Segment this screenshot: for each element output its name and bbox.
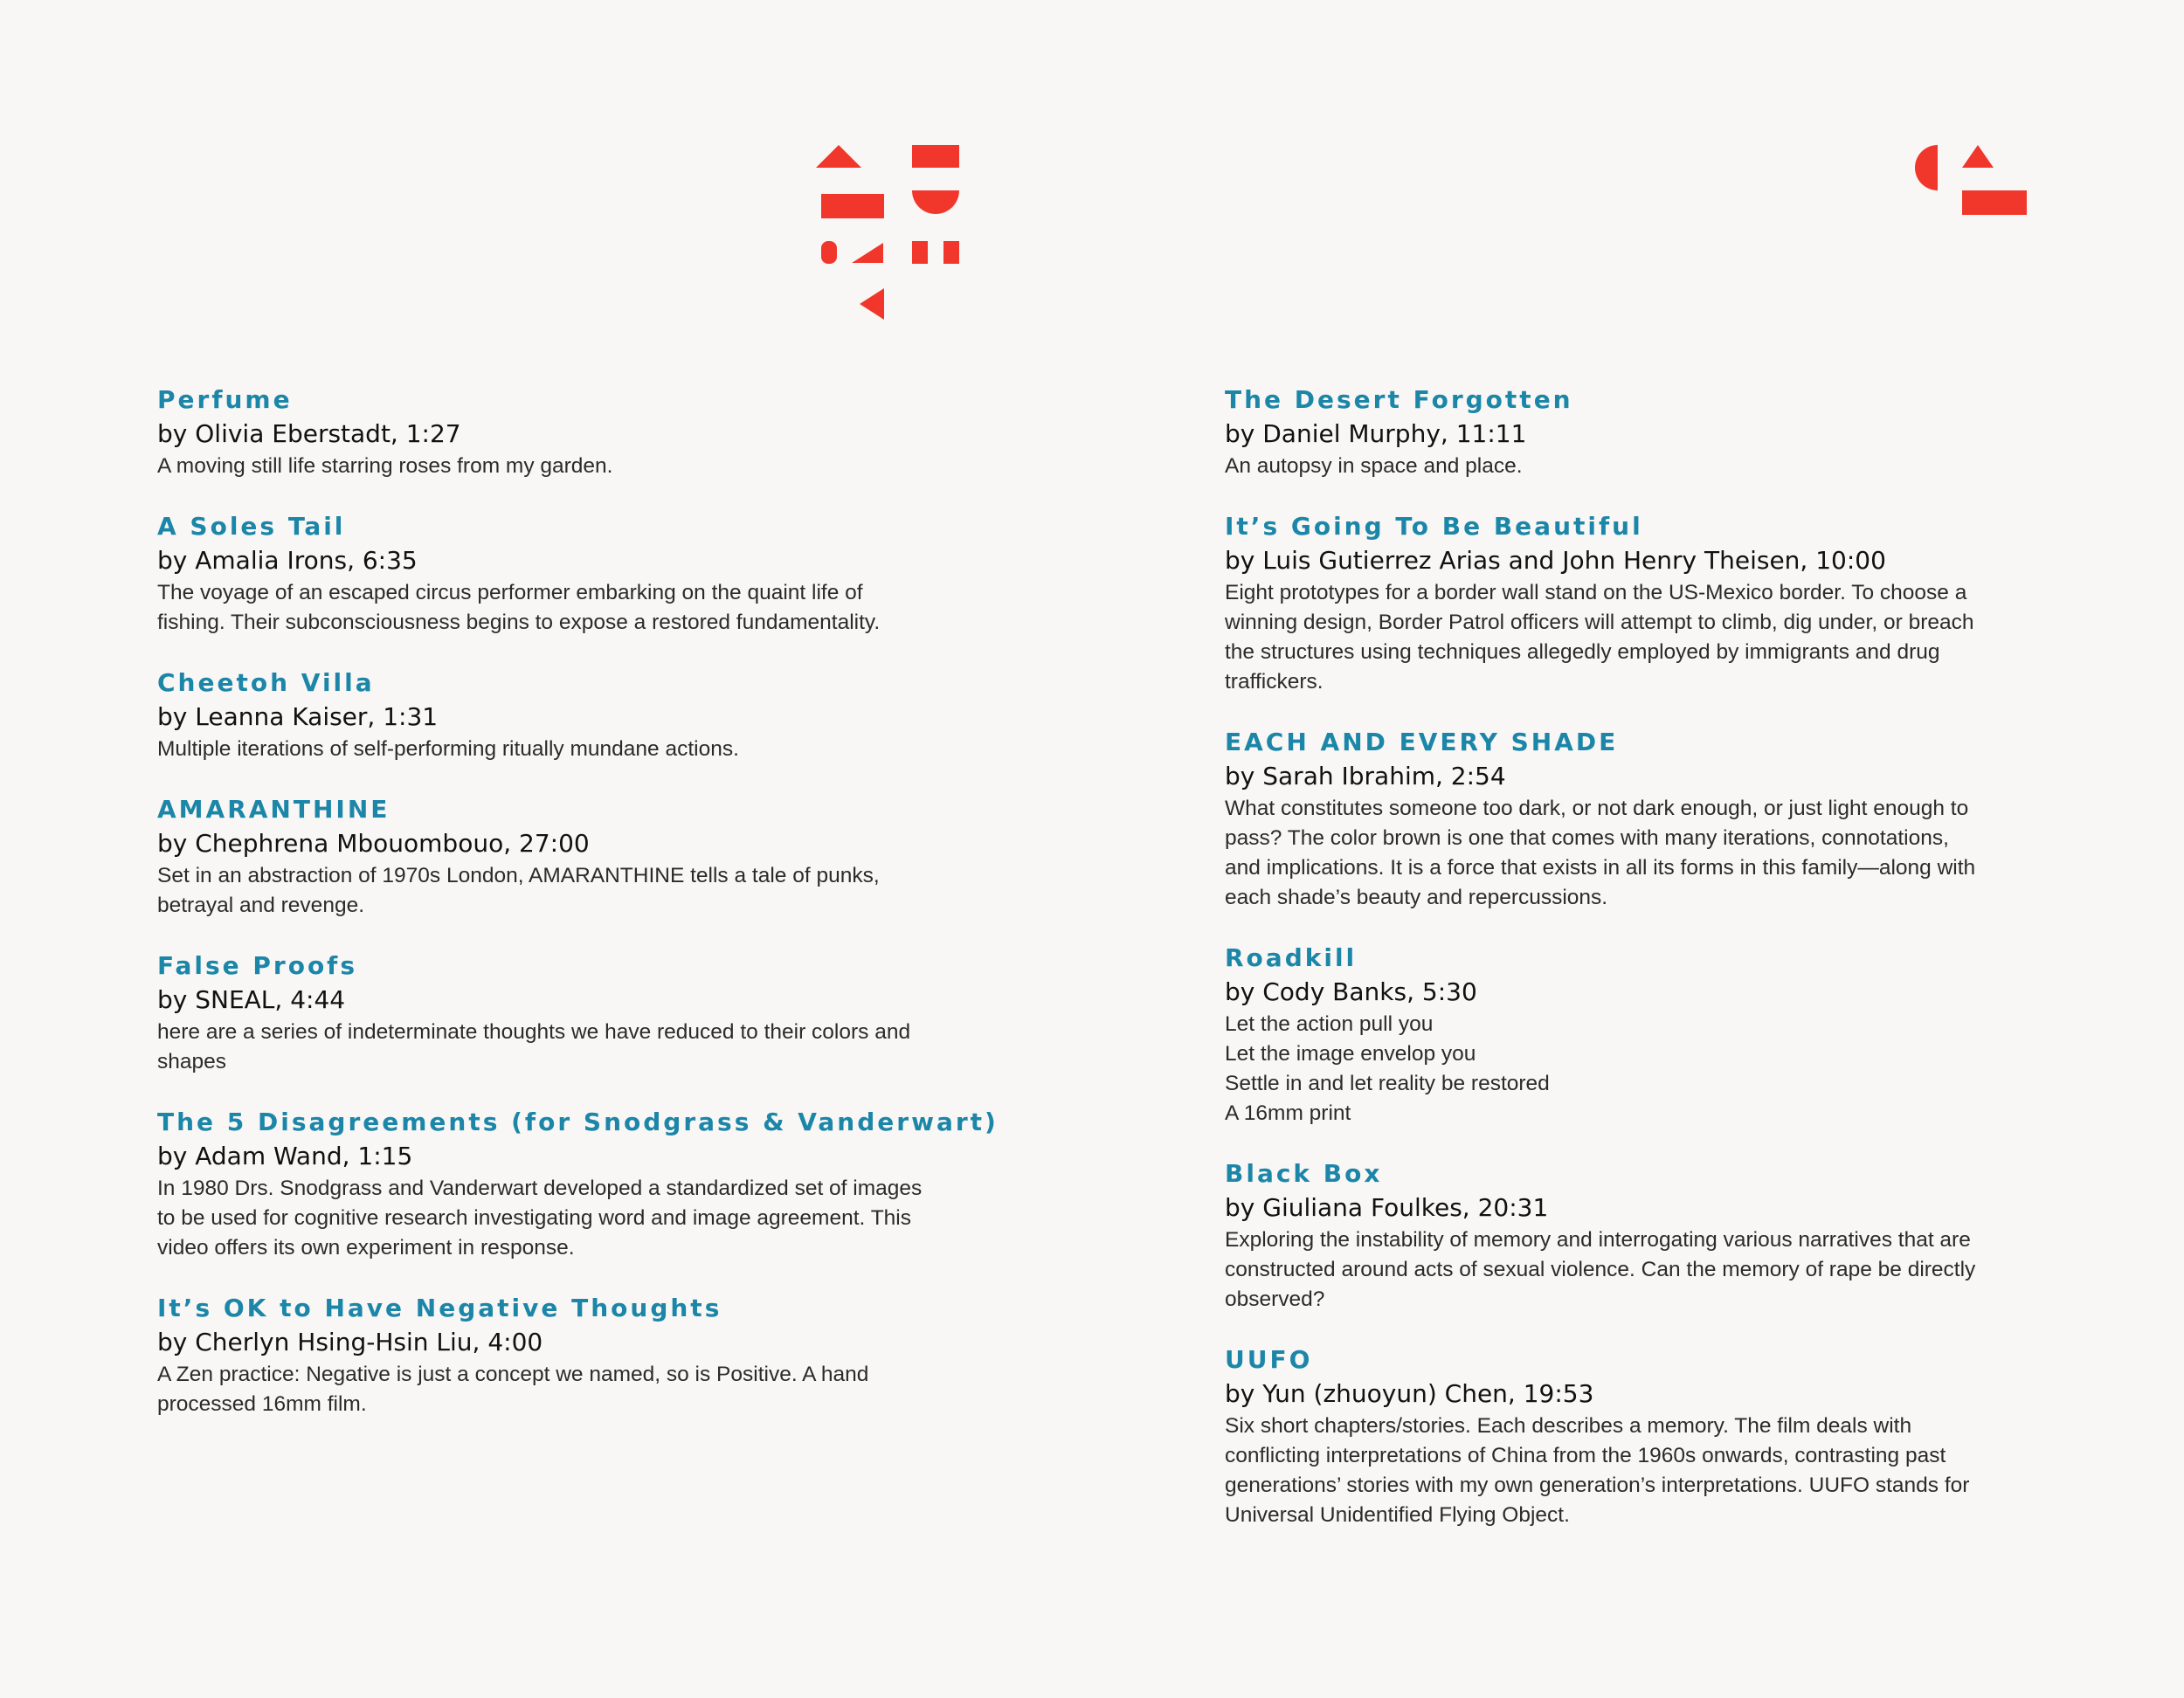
- film-title: The 5 Disagreements (for Snodgrass & Vanderwart): [157, 1108, 999, 1136]
- film-description: here are a series of indeterminate thoughts we have reduced to their colors and shapes: [157, 1020, 911, 1073]
- film-entry: [157, 383, 961, 481]
- red-small-bar-shape: [943, 241, 959, 264]
- film-title: UUFO: [1225, 1345, 1313, 1374]
- film-byline: by Amalia Irons, 6:35: [157, 546, 418, 575]
- film-byline: by SNEAL, 4:44: [157, 985, 346, 1014]
- geometric-logo-right: [1913, 140, 2035, 227]
- red-rounded-square-shape: [821, 241, 837, 264]
- film-entry: [157, 1105, 999, 1263]
- red-bar-shape: [1962, 190, 2027, 215]
- film-byline: by Chephrena Mbouombouo, 27:00: [157, 829, 590, 858]
- film-byline: by Olivia Eberstadt, 1:27: [157, 419, 461, 448]
- film-description: Let the action pull you Let the image envelop you Settle in and let reality be restored A 16mm print: [1225, 1012, 1550, 1125]
- film-description: What constitutes someone too dark, or not dark enough, or just light enough to pass? The color brown is one that comes with many iterations, connotations, and implications. It is a force that exists in all its forms in this family—along with each shade’s beauty and repercussions.: [1225, 797, 1976, 909]
- red-block-shape: [912, 145, 959, 168]
- film-byline: by Luis Gutierrez Arias and John Henry Theisen, 10:00: [1225, 546, 1886, 575]
- film-byline: by Yun (zhuoyun) Chen, 19:53: [1225, 1379, 1594, 1408]
- film-description: Exploring the instability of memory and interrogating various narratives that are constructed around acts of sexual violence. Can the memory of rape be directly observed?: [1225, 1228, 1976, 1311]
- film-entry: [1225, 509, 2037, 697]
- red-bar-shape: [821, 194, 884, 218]
- film-entry: [157, 509, 961, 638]
- film-description: An autopsy in space and place.: [1225, 454, 1523, 478]
- film-description: Eight prototypes for a border wall stand on the US-Mexico border. To choose a winning design, Border Patrol officers will attempt to climb, dig under, or breach the structures using techniques allegedly employed by immigrants and drug traffickers.: [1225, 581, 1974, 694]
- film-entry: [157, 949, 961, 1077]
- film-entry: [1225, 725, 2037, 913]
- red-triangle-shape: [816, 145, 861, 168]
- red-small-bar-shape: [912, 241, 928, 264]
- film-title: Perfume: [157, 385, 293, 414]
- red-half-circle-shape: [1915, 145, 1938, 190]
- film-description: In 1980 Drs. Snodgrass and Vanderwart developed a standardized set of images to be used for cognitive research investigating word and image agreement. This video offers its own experiment in response.: [157, 1177, 923, 1260]
- film-title: It’s OK to Have Negative Thoughts: [157, 1294, 722, 1322]
- film-entry: [1225, 1343, 2037, 1530]
- film-title: False Proofs: [157, 951, 358, 980]
- red-wedge-shape: [852, 243, 883, 263]
- red-left-triangle-shape: [860, 288, 884, 320]
- film-entry: [157, 792, 961, 921]
- film-entry: [1225, 383, 2037, 481]
- film-title: AMARANTHINE: [157, 795, 390, 824]
- film-entry: [1225, 941, 2037, 1129]
- film-description: Multiple iterations of self-performing ritually mundane actions.: [157, 737, 739, 761]
- red-triangle-shape: [1962, 145, 1994, 168]
- film-byline: by Daniel Murphy, 11:11: [1225, 419, 1527, 448]
- film-entry: [1225, 1156, 2037, 1315]
- film-title: The Desert Forgotten: [1225, 385, 1573, 414]
- film-title: It’s Going To Be Beautiful: [1225, 512, 1643, 541]
- film-byline: by Adam Wand, 1:15: [157, 1142, 413, 1170]
- film-description: A moving still life starring roses from my garden.: [157, 454, 613, 478]
- film-byline: by Giuliana Foulkes, 20:31: [1225, 1193, 1549, 1222]
- film-description: The voyage of an escaped circus performer embarking on the quaint life of fishing. Their subconsciousness begins to expose a restored fundamentality.: [157, 581, 881, 634]
- film-byline: by Leanna Kaiser, 1:31: [157, 702, 439, 731]
- geometric-logo-left: [812, 140, 970, 332]
- film-byline: by Cherlyn Hsing-Hsin Liu, 4:00: [157, 1328, 543, 1356]
- film-title: Cheetoh Villa: [157, 668, 375, 697]
- film-description: A Zen practice: Negative is just a concept we named, so is Positive. A hand processed 16mm film.: [157, 1363, 869, 1416]
- film-list-right: [1225, 383, 2037, 1530]
- film-list-left: [157, 383, 999, 1419]
- film-entry: [157, 1291, 961, 1419]
- film-title: Black Box: [1225, 1159, 1383, 1188]
- film-description: Six short chapters/stories. Each describes a memory. The film deals with conflicting interpretations of China from the 1960s onwards, contrasting past generations’ stories with my own generation’s interpretations. UUFO stands for Universal Unidentified Flying Object.: [1225, 1414, 1970, 1527]
- film-title: Roadkill: [1225, 943, 1358, 972]
- film-title: A Soles Tail: [157, 512, 346, 541]
- film-byline: by Cody Banks, 5:30: [1225, 977, 1477, 1006]
- film-entry: [157, 666, 961, 764]
- red-half-circle-shape: [912, 190, 959, 214]
- film-description: Set in an abstraction of 1970s London, AMARANTHINE tells a tale of punks, betrayal and revenge.: [157, 864, 880, 917]
- film-title: EACH AND EVERY SHADE: [1225, 728, 1619, 756]
- film-byline: by Sarah Ibrahim, 2:54: [1225, 762, 1506, 790]
